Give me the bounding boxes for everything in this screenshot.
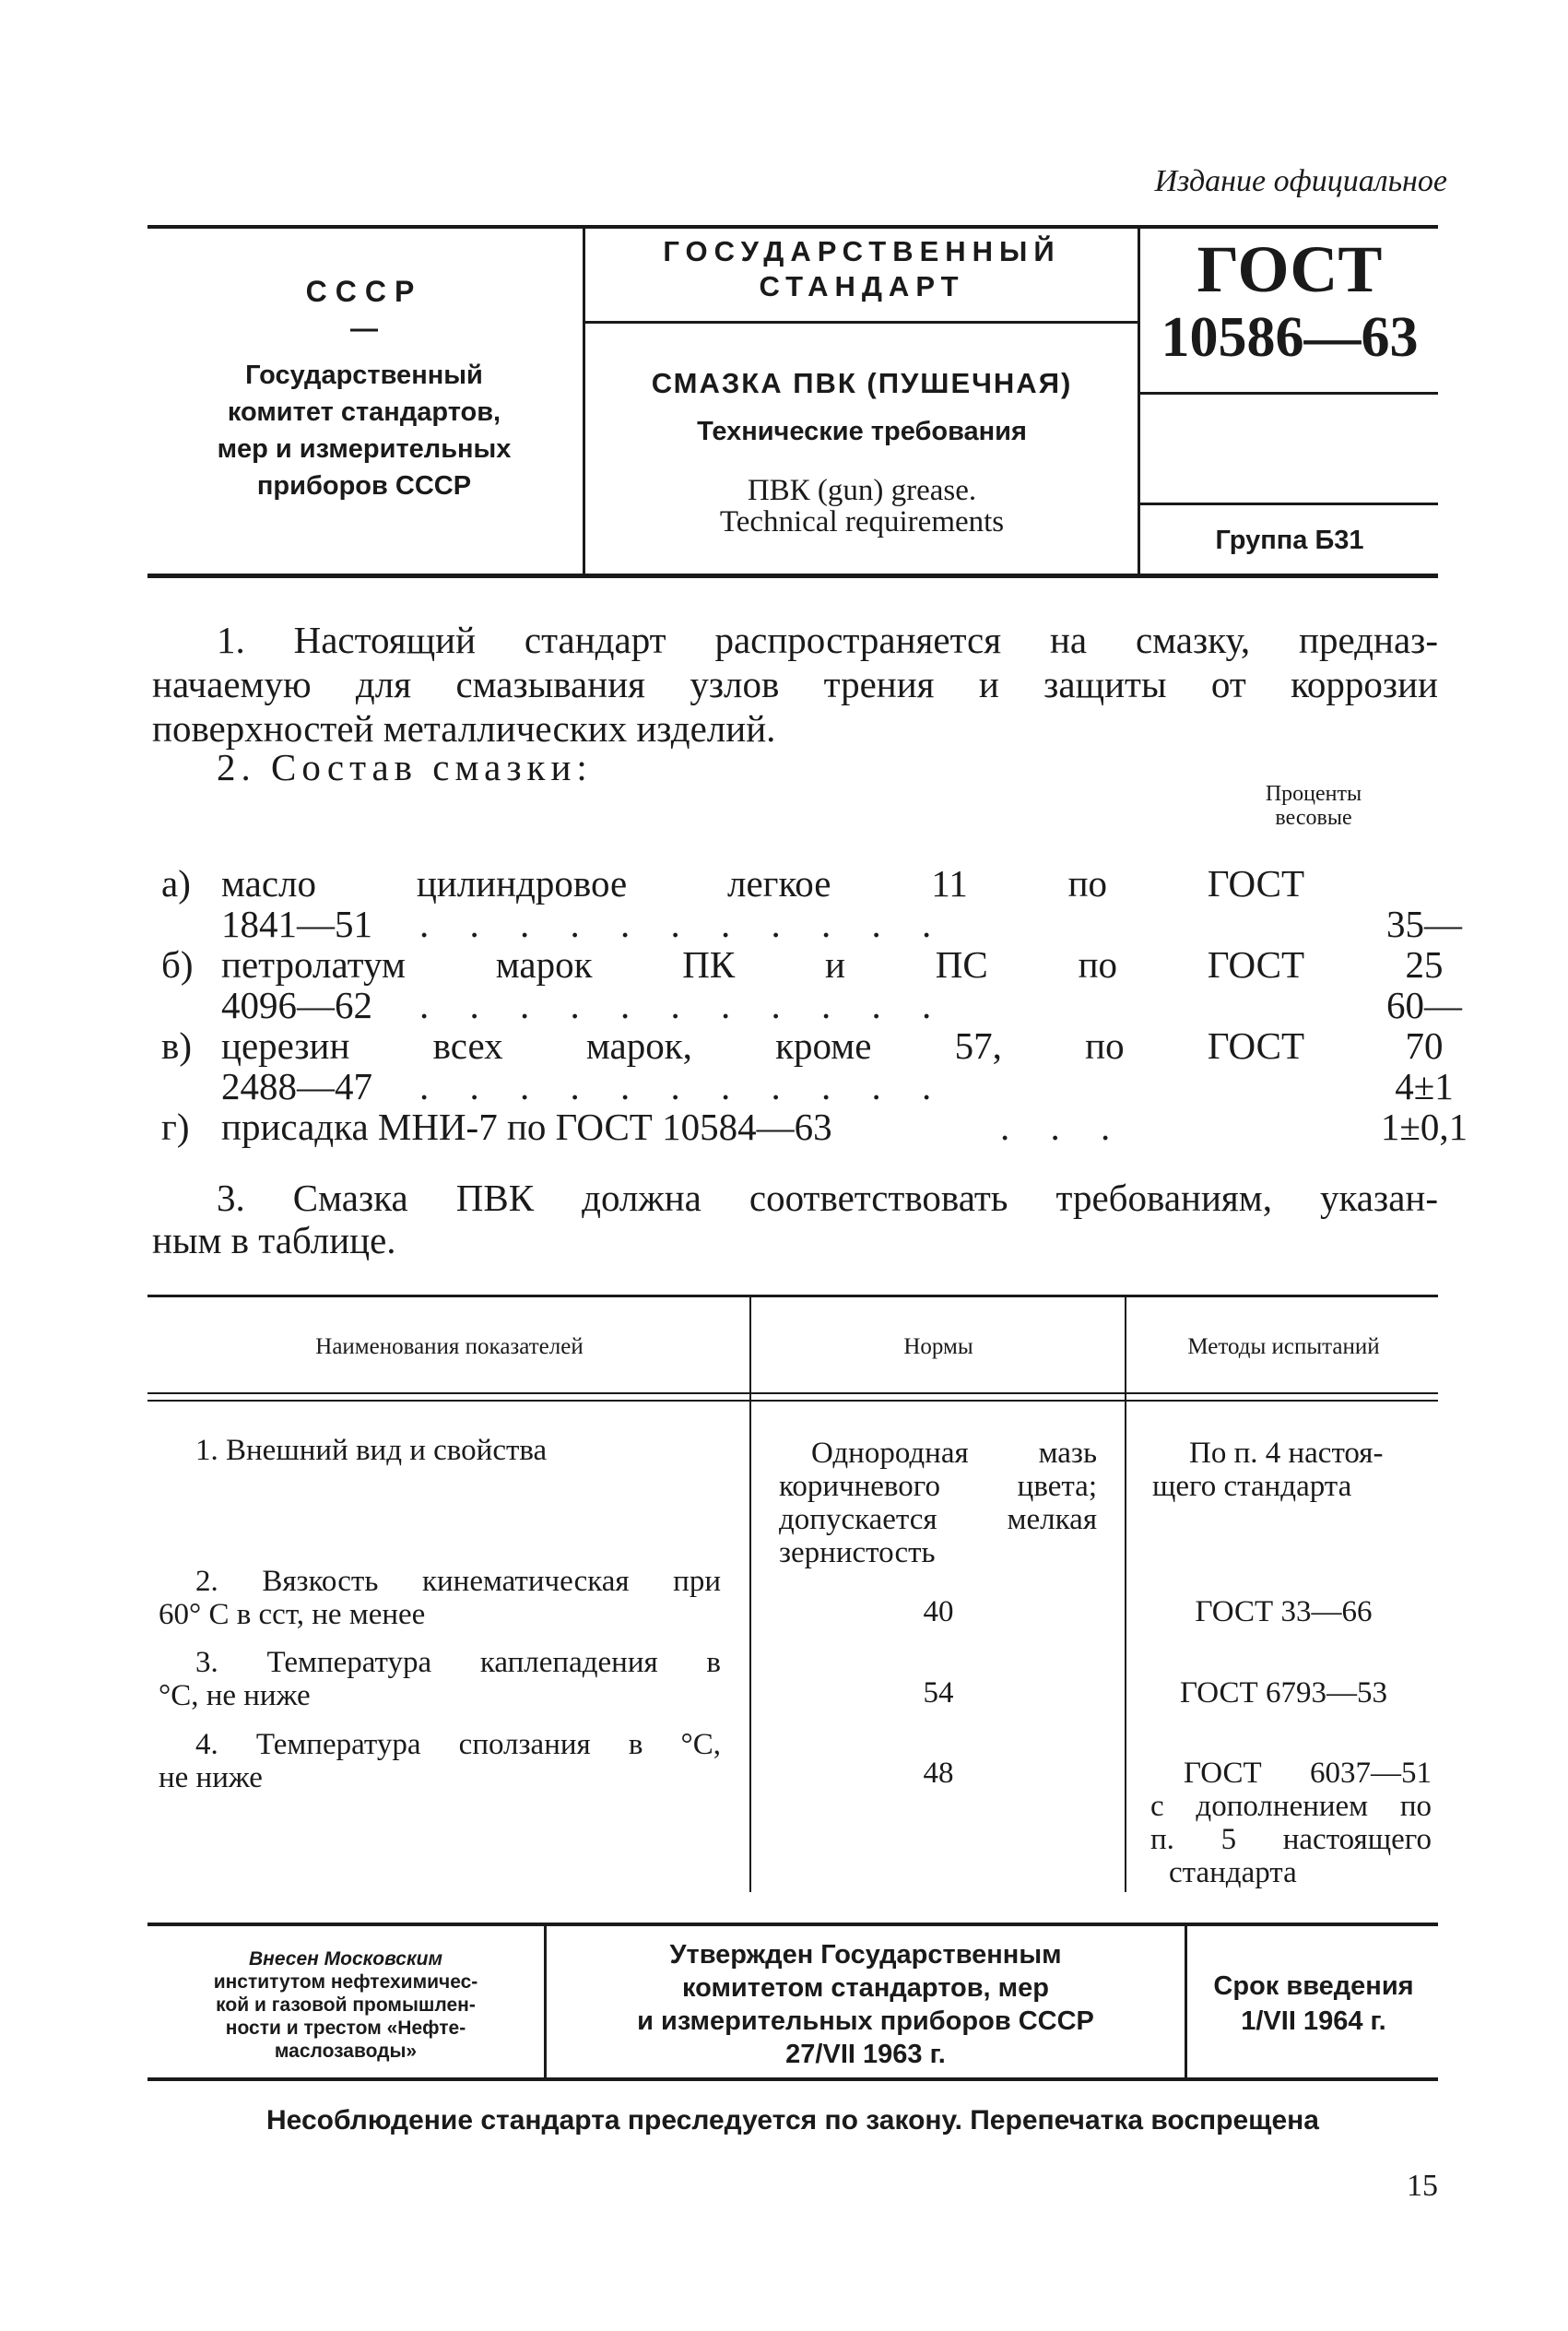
center-mid-rule (585, 321, 1138, 324)
table-header-name: Наименования показателей (315, 1334, 584, 1359)
row-method-line: щего стандарта (1152, 1470, 1352, 1503)
item-letter: г) (161, 1106, 190, 1148)
table-col-divider-1 (749, 1297, 751, 1892)
header-left (157, 275, 572, 504)
committee-line: приборов СССР (256, 471, 472, 501)
effective-line: Срок введения (1213, 1971, 1414, 2001)
legal-warning: Несоблюдение стандарта преследуется по закону. Перепечатка воспрещена (266, 2105, 1319, 2136)
committee-name (157, 357, 572, 504)
table-row-2-name (159, 1565, 721, 1631)
table-header-methods: Методы испытаний (1187, 1334, 1380, 1359)
row-norm-line: Однородная мазь (811, 1437, 1097, 1470)
english-line: ПВК (gun) grease. (747, 474, 977, 507)
item-percent: 60—70 (1386, 984, 1462, 1067)
table-row-2-method: ГОСТ 33—66 (1195, 1595, 1373, 1628)
approved-line: и измерительных приборов СССР (637, 2006, 1094, 2036)
percent-header-line: весовые (1275, 806, 1352, 830)
row-name-line: °С, не ниже (159, 1679, 311, 1712)
row-name-line: 60° С в сст, не менее (159, 1598, 426, 1631)
header-divider-right (1138, 229, 1140, 574)
submitted-line: Внесен Московским (249, 1948, 442, 1970)
gost-label: ГОСТ (1197, 232, 1383, 306)
composition-list (152, 862, 1468, 1148)
standard-title: СМАЗКА ПВК (ПУШЕЧНАЯ) (651, 367, 1073, 399)
percent-header (1217, 782, 1410, 830)
table-row-4-name (159, 1728, 721, 1794)
country-dash: — (350, 314, 378, 344)
item-percent: 35—25 (1386, 903, 1462, 986)
gost-number: 10586—63 (1161, 306, 1419, 369)
table-header-norms: Нормы (903, 1334, 973, 1359)
row-method-line: стандарта (1169, 1856, 1297, 1889)
item-percent: 1±0,1 (1380, 1106, 1468, 1148)
table-row-3-method: ГОСТ 6793—53 (1180, 1676, 1387, 1710)
item-letter: в) (161, 1024, 193, 1067)
item-line: петролатум марок ПК и ПС по ГОСТ (221, 943, 1304, 986)
table-top-rule (147, 1295, 1438, 1297)
footer-effective-date (1189, 1969, 1438, 2039)
row-method-line: ГОСТ 6037—51 (1184, 1757, 1432, 1790)
header-top-rule (147, 225, 1438, 229)
state-standard-label (590, 234, 1134, 304)
table-row-1-method (1152, 1437, 1433, 1503)
table-row-1-name (159, 1434, 730, 1467)
submitted-line: маслозаводы» (274, 2041, 418, 2062)
item-gost: 1841—51 (221, 903, 372, 945)
page-number: 15 (1407, 2169, 1438, 2203)
table-col-divider-2 (1125, 1297, 1126, 1892)
approved-line: комитетом стандартов, мер (682, 1973, 1049, 2003)
section-1-line: начаемую для смазывания узлов трения и защиты от коррозии (152, 663, 1438, 705)
row-method-line: п. 5 настоящего (1150, 1823, 1432, 1856)
item-line: церезин всех марок, кроме 57, по ГОСТ (221, 1024, 1304, 1067)
section-1-text (152, 618, 1438, 751)
standard-subtitle: Технические требования (697, 417, 1027, 446)
row-name-line: не ниже (159, 1761, 263, 1794)
footer-submitted (152, 1947, 539, 2063)
footer-divider-left (544, 1926, 547, 2077)
approved-line: 27/VII 1963 г. (785, 2040, 946, 2069)
table-row-2-norm: 40 (923, 1595, 954, 1628)
state-standard-line: СТАНДАРТ (759, 270, 965, 302)
row-method-line: По п. 4 настоя- (1189, 1437, 1384, 1470)
row-name-line: 3. Температура каплепадения в (195, 1646, 721, 1679)
submitted-line: ности и трестом «Нефте- (225, 2017, 466, 2039)
composition-item-d (152, 1106, 1468, 1148)
item-leader-dots: . . . . . . . . . . . (419, 1065, 948, 1107)
effective-line: 1/VII 1964 г. (1241, 2006, 1386, 2036)
item-letter: б) (161, 943, 194, 986)
section-3-line: ным в таблице. (152, 1219, 396, 1261)
row-norm-line: коричневого цвета; (779, 1470, 1097, 1503)
table-row-3-norm: 54 (923, 1676, 954, 1710)
percent-header-line: Проценты (1265, 782, 1362, 806)
section-3-text (152, 1177, 1438, 1261)
item-gost: 2488—47 (221, 1065, 372, 1107)
committee-line: Государственный (245, 361, 483, 390)
approved-line: Утвержден Государственным (669, 1940, 1062, 1970)
footer-bottom-rule (147, 2077, 1438, 2081)
row-method-line: с дополнением по (1150, 1790, 1432, 1823)
right-rule-2 (1140, 503, 1438, 505)
item-leader-dots: . . . . . . . . . . . (419, 903, 948, 945)
section-1-line: поверхностей металлических изделий. (152, 707, 776, 750)
state-standard-line: ГОСУДАРСТВЕННЫЙ (663, 235, 1061, 267)
table-row-1-norm (779, 1437, 1097, 1569)
item-gost: 4096—62 (221, 984, 372, 1026)
country-label: СССР (305, 275, 423, 308)
group-label: Группа Б31 (1215, 526, 1364, 555)
header-divider-left (583, 229, 585, 574)
table-header-rule-2 (147, 1400, 1438, 1402)
submitted-line: кой и газовой промышлен- (216, 1994, 476, 2016)
section-2-heading: 2. Состав смазки: (217, 746, 593, 788)
header-bottom-rule (147, 574, 1438, 578)
english-title (590, 475, 1134, 538)
item-letter: а) (161, 862, 191, 905)
table-header-rule-1 (147, 1392, 1438, 1394)
table-row-4-norm: 48 (923, 1757, 954, 1790)
row-norm-line: допускается мелкая (779, 1503, 1097, 1536)
composition-item-c (152, 1024, 1454, 1107)
item-percent: 4±1 (1395, 1065, 1454, 1107)
edition-note: Издание официальное (1154, 164, 1447, 198)
section-1-line: 1. Настоящий стандарт распространяется на смазку, предназ- (217, 619, 1438, 661)
committee-line: комитет стандартов, (227, 397, 501, 427)
committee-line: мер и измерительных (217, 434, 512, 464)
section-3-line: 3. Смазка ПВК должна соответствовать требованиям, указан- (217, 1177, 1438, 1219)
row-name-line: 1. Внешний вид и свойства (195, 1434, 548, 1467)
footer-top-rule (147, 1923, 1438, 1926)
row-name-line: 2. Вязкость кинематическая при (195, 1565, 721, 1598)
submitted-line: институтом нефтехимичес- (213, 1971, 478, 1993)
table-row-4-method (1150, 1757, 1432, 1889)
footer-divider-right (1185, 1926, 1187, 2077)
item-leader-dots: . . . (1000, 1106, 1126, 1148)
item-leader-dots: . . . . . . . . . . . (419, 984, 948, 1026)
right-rule-1 (1140, 392, 1438, 395)
row-norm-line: зернистость (779, 1536, 936, 1569)
row-name-line: 4. Температура сползания в °С, (195, 1728, 721, 1761)
item-line: масло цилиндровое легкое 11 по ГОСТ (221, 862, 1304, 905)
english-line: Technical requirements (719, 505, 1005, 538)
table-row-3-name (159, 1646, 721, 1712)
item-line: присадка МНИ-7 по ГОСТ 10584—63 (221, 1106, 832, 1148)
footer-approved (549, 1938, 1182, 2071)
